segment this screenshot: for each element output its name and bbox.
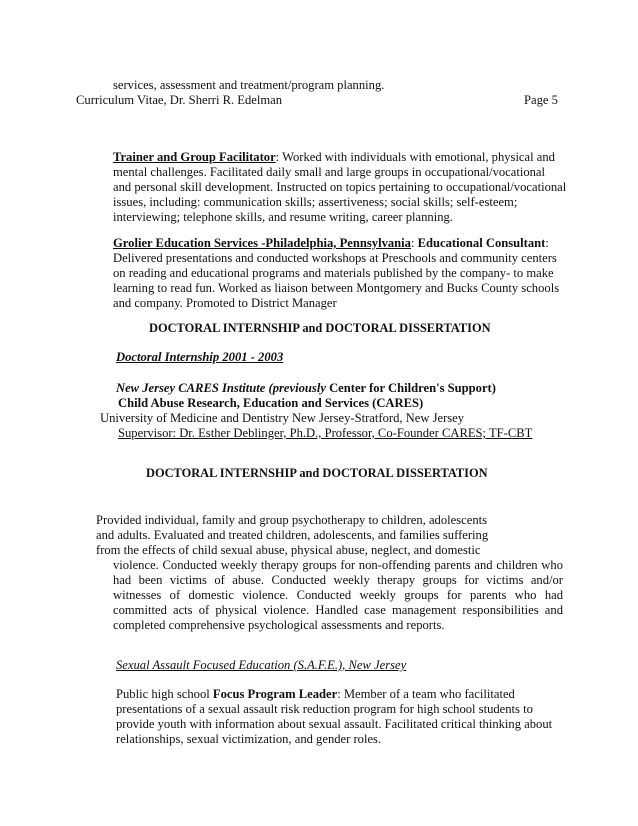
therapy-line: witnesses of domestic violence. Conducted weekly groups for parents who had: [113, 588, 563, 602]
grolier-line: and company. Promoted to District Manager: [113, 296, 337, 310]
safe-line: presentations of a sexual assault risk reduction program for high school students to: [116, 702, 533, 716]
therapy-line: from the effects of child sexual abuse, physical abuse, neglect, and domestic: [96, 543, 481, 557]
trainer-first-rest: : Worked with individuals with emotional, physical and: [275, 150, 555, 164]
grolier-line: learning to read fun. Worked as liaison between Montgomery and Bucks County schools: [113, 281, 560, 295]
therapy-line: had been victims of abuse. Conducted weekly therapy groups for victims and/or: [113, 573, 563, 587]
safe-org: Sexual Assault Focused Education (S.A.F.E.), New Jersey: [116, 658, 407, 672]
grolier-line: Delivered presentations and conducted workshops at Preschools and community centers: [113, 251, 557, 265]
grolier-role: Educational Consultant: [417, 236, 546, 250]
grolier-role-end: :: [545, 236, 549, 250]
institute-line-2: Child Abuse Research, Education and Services (CARES): [118, 396, 424, 410]
therapy-last-line: completed comprehensive psychological assessments and reports.: [113, 618, 445, 632]
grolier-line: on reading and educational programs and materials published by the company- to make: [113, 266, 554, 280]
trainer-line: and personal skill development. Instructed on topics pertaining to occupational/vocational: [113, 180, 567, 194]
trainer-line: issues, including: communication skills; assertiveness; social skills; self-esteem;: [113, 195, 518, 209]
grolier-org: Grolier Education Services -Philadelphia, Pennsylvania: [113, 236, 411, 250]
therapy-line: Provided individual, family and group psychotherapy to children, adolescents: [96, 513, 488, 527]
internship-label: Doctoral Internship 2001 - 2003: [116, 350, 284, 364]
section-heading-doctoral: DOCTORAL INTERNSHIP and DOCTORAL DISSERTATION: [149, 321, 491, 335]
therapy-line: violence. Conducted weekly therapy groups for non-offending parents and children who: [113, 558, 563, 572]
therapy-line: and adults. Evaluated and treated children, adolescents, and families suffering: [96, 528, 489, 542]
trainer-line: interviewing; telephone skills, and resume writing, career planning.: [113, 210, 453, 224]
carry-over-line: services, assessment and treatment/program planning.: [113, 78, 385, 92]
safe-first-line: [116, 687, 515, 702]
grolier-sep: :: [410, 236, 418, 250]
section-heading-doctoral-2: DOCTORAL INTERNSHIP and DOCTORAL DISSERTATION: [146, 466, 488, 480]
safe-line: relationships, sexual victimization, and gender roles.: [116, 732, 382, 746]
university-line: University of Medicine and Dentistry New Jersey-Stratford, New Jersey: [100, 411, 465, 425]
therapy-line: committed acts of physical violence. Handled case management responsibilities and: [113, 603, 563, 617]
safe-line: provide youth with information about sexual assault. Facilitated critical thinking about: [116, 717, 553, 731]
safe-role: Focus Program Leader: [212, 687, 338, 701]
institute-bold: Center for Children's Support): [329, 381, 496, 395]
safe-prefix: Public high school: [116, 687, 213, 701]
safe-first-rest: : Member of a team who facilitated: [337, 687, 515, 701]
trainer-line: mental challenges. Facilitated daily small and large groups in occupational/vocational: [113, 165, 546, 179]
supervisor-line: Supervisor: Dr. Esther Deblinger, Ph.D., Professor, Co-Founder CARES; TF-CBT: [118, 426, 533, 440]
cv-title: Curriculum Vitae, Dr. Sherri R. Edelman: [76, 93, 283, 107]
page-number: Page 5: [524, 93, 558, 107]
institute-italic: New Jersey CARES Institute (previously: [116, 381, 330, 395]
internship-institute-line: [116, 381, 496, 396]
trainer-title: Trainer and Group Facilitator: [113, 150, 276, 164]
trainer-first-line: [113, 150, 555, 165]
grolier-first-line: [113, 236, 549, 251]
